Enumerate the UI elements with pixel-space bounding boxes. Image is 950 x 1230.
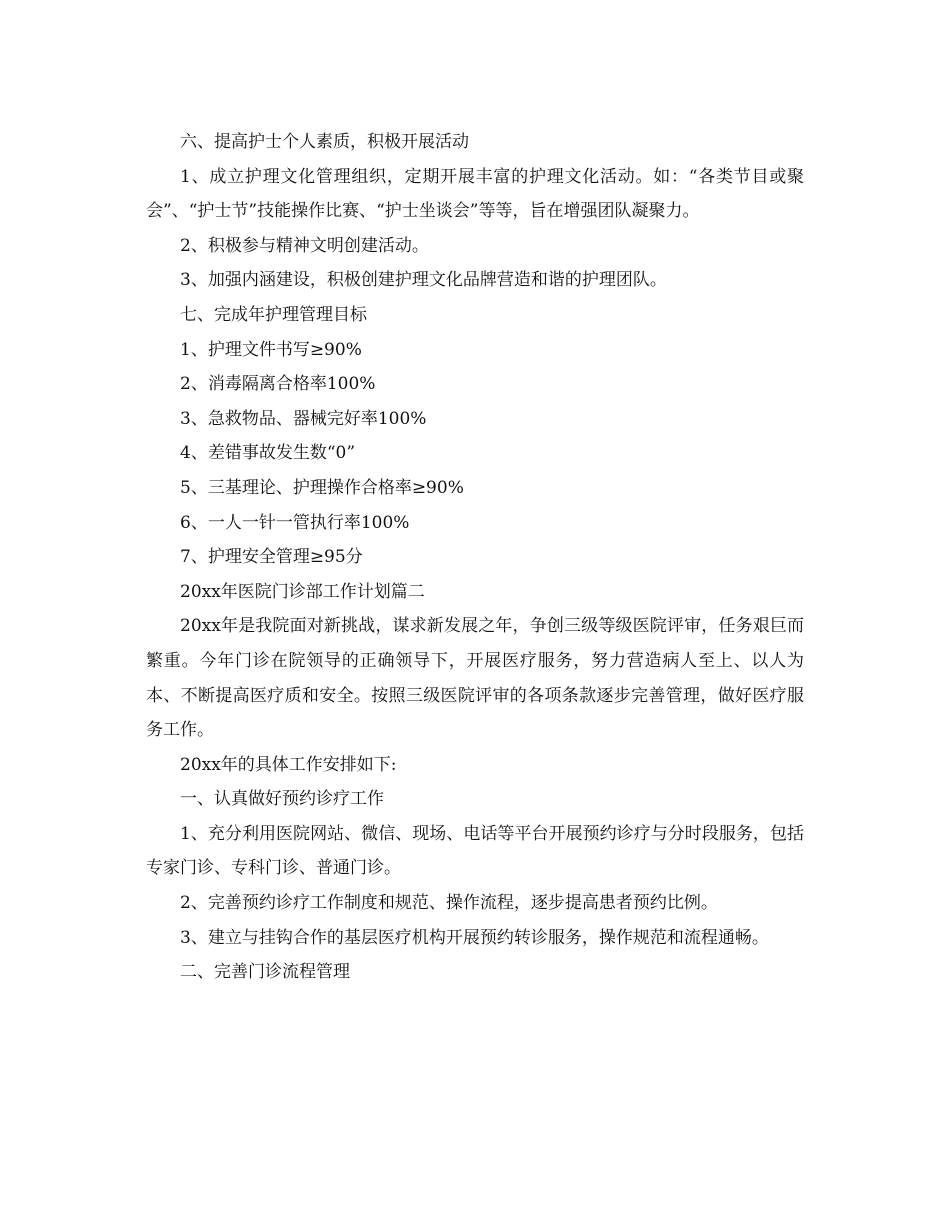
article-title-part-two: 20xx年医院门诊部工作计划篇二 bbox=[180, 581, 425, 602]
paragraph-civilization: 2、积极参与精神文明创建活动。 bbox=[180, 235, 429, 256]
paragraph-culture-activities: 1、成立护理文化管理组织，定期开展丰富的护理文化活动。如：“各类节目或聚会”、“护士节”技能操作比赛、“护士坐谈会”等等，旨在增强团队凝聚力。 bbox=[146, 166, 804, 222]
paragraph-intro: 20xx年是我院面对新挑战，谋求新发展之年，争创三级等级医院评审，任务艰巨而繁重。今年门诊在院领导的正确领导下，开展医疗服务，努力营造病人至上、以人为本、不断提高医疗质和安全。按照三级医院评审的各项条款逐步完善管理，做好医疗服务工作。 bbox=[146, 616, 804, 741]
target-item-4: 4、差错事故发生数“0” bbox=[180, 443, 356, 464]
section-heading-1: 一、认真做好预约诊疗工作 bbox=[180, 789, 384, 810]
appointment-item-1: 1、充分利用医院网站、微信、现场、电话等平台开展预约诊疗与分时段服务，包括专家门诊、专科门诊、普通门诊。 bbox=[146, 823, 804, 879]
section-heading-7: 七、完成年护理管理目标 bbox=[180, 304, 367, 325]
target-item-3: 3、急救物品、器械完好率100% bbox=[180, 408, 427, 429]
section-heading-2: 二、完善门诊流程管理 bbox=[180, 962, 350, 983]
paragraph-connotation: 3、加强内涵建设，积极创建护理文化品牌营造和谐的护理团队。 bbox=[180, 270, 667, 291]
appointment-item-3: 3、建立与挂钩合作的基层医疗机构开展预约转诊服务，操作规范和流程通畅。 bbox=[180, 927, 769, 948]
appointment-item-2: 2、完善预约诊疗工作制度和规范、操作流程，逐步提高患者预约比例。 bbox=[180, 893, 718, 914]
target-item-5: 5、三基理论、护理操作合格率≥90% bbox=[180, 477, 464, 498]
section-heading-6: 六、提高护士个人素质，积极开展活动 bbox=[180, 132, 469, 152]
paragraph-arrangement: 20xx年的具体工作安排如下: bbox=[180, 754, 397, 775]
target-item-6: 6、一人一针一管执行率100% bbox=[180, 512, 410, 533]
target-item-1: 1、护理文件书写≥90% bbox=[180, 339, 362, 360]
target-item-7: 7、护理安全管理≥95分 bbox=[180, 547, 363, 568]
target-item-2: 2、消毒隔离合格率100% bbox=[180, 374, 376, 395]
